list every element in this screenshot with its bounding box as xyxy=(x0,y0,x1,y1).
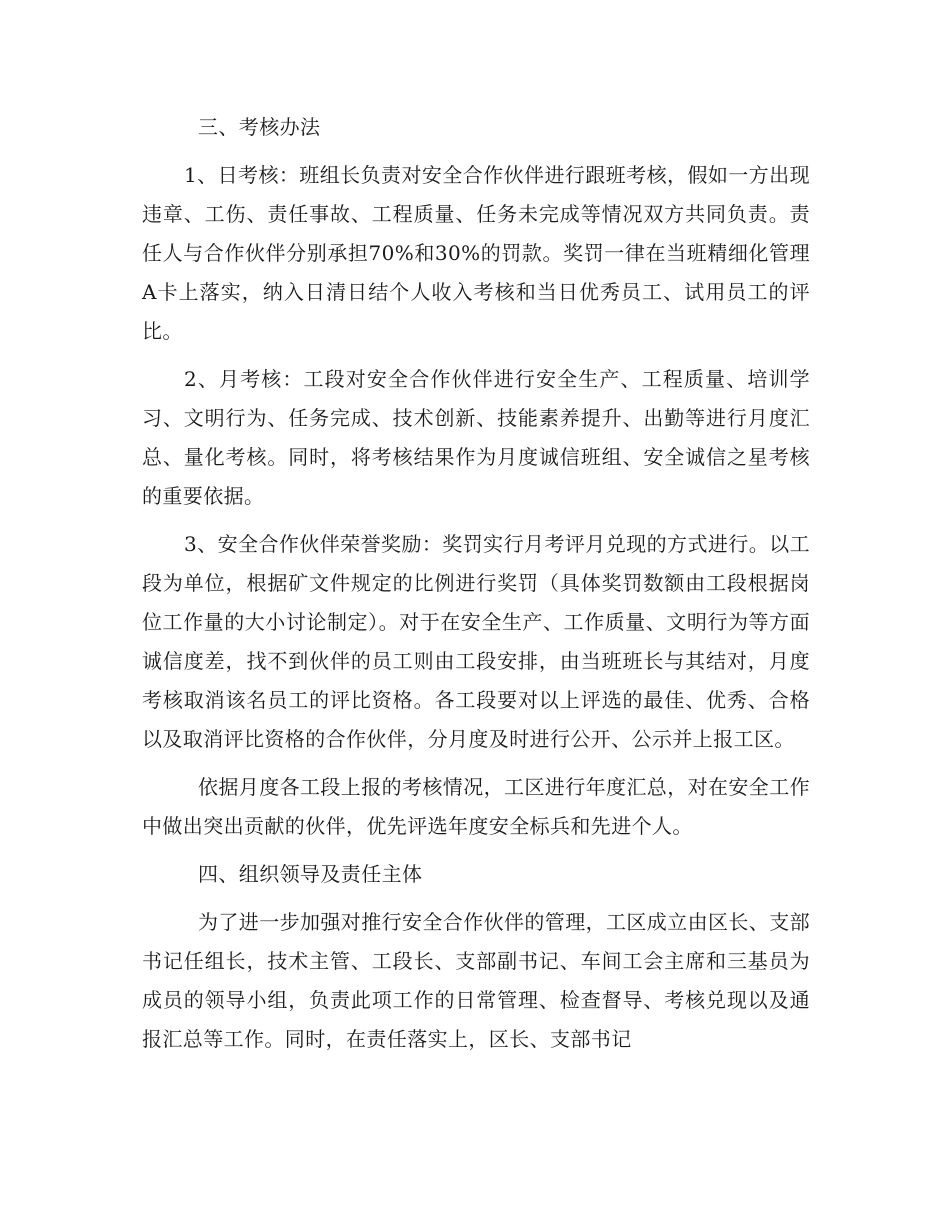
section-heading-assessment: 三、考核办法 xyxy=(198,115,321,139)
paragraph-daily-assessment: 1、日考核：班组长负责对安全合作伙伴进行跟班考核，假如一方出现违章、工伤、责任事故、工程质量、任务未完成等情况双方共同负责。责任人与合作伙伴分别承担70%和30%的罚款。奖罚一律在当班精细化管理A卡上落实，纳入日清日结个人收入考核和当日优秀员工、试用员工的评比。 xyxy=(142,163,810,343)
paragraph-monthly-assessment: 2、月考核：工段对安全合作伙伴进行安全生产、工程质量、培训学习、文明行为、任务完成、技术创新、技能素养提升、出勤等进行月度汇总、量化考核。同时，将考核结果作为月度诚信班组、安全诚信之星考核的重要依据。 xyxy=(142,367,810,508)
section-heading-leadership: 四、组织领导及责任主体 xyxy=(198,862,423,886)
paragraph-honor-reward: 3、安全合作伙伴荣誉奖励：奖罚实行月考评月兑现的方式进行。以工段为单位，根据矿文件规定的比例进行奖罚（具体奖罚数额由工段根据岗位工作量的大小讨论制定）。对于在安全生产、工作质量、文明行为等方面诚信度差，找不到伙伴的员工则由工段安排，由当班班长与其结对，月度考核取消该名员工的评比资格。各工段要对以上评选的最佳、优秀、合格以及取消评比资格的合作伙伴，分月度及时进行公开、公示并上报工区。 xyxy=(142,532,810,751)
paragraph-annual-summary: 依据月度各工段上报的考核情况，工区进行年度汇总，对在安全工作中做出突出贡献的伙伴，优先评选年度安全标兵和先进个人。 xyxy=(142,775,810,838)
paragraph-leadership-group: 为了进一步加强对推行安全合作伙伴的管理，工区成立由区长、支部书记任组长，技术主管、工段长、支部副书记、车间工会主席和三基员为成员的领导小组，负责此项工作的日常管理、检查督导、考核兑现以及通报汇总等工作。同时，在责任落实上，区长、支部书记 xyxy=(142,910,810,1051)
document-body xyxy=(142,108,810,1068)
